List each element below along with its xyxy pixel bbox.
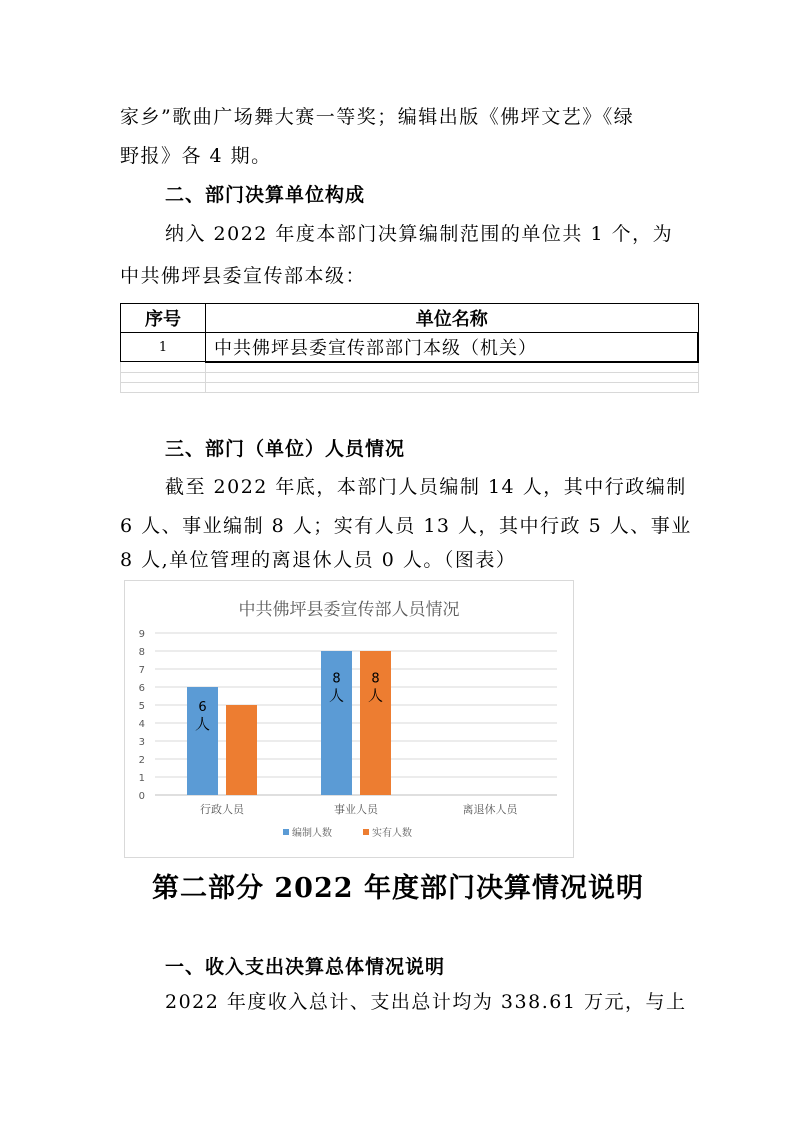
table-row-empty (121, 382, 699, 392)
y-tick-label: 5 (138, 701, 145, 712)
y-tick-label: 9 (138, 629, 145, 640)
y-tick-label: 2 (138, 755, 145, 766)
x-tick-label: 事业人员 (334, 803, 378, 816)
paragraph-line: 6 人、事业编制 8 人；实有人员 13 人，其中行政 5 人、事业 (120, 515, 692, 537)
paragraph-line: 2022 年度收入总计、支出总计均为 338.61 万元，与上 (165, 991, 687, 1013)
chart-title: 中共佛坪县委宣传部人员情况 (238, 600, 460, 620)
table-header-name: 单位名称 (206, 304, 699, 333)
y-tick-label: 4 (138, 719, 145, 730)
bar-chart (124, 580, 574, 858)
legend-swatch (363, 829, 369, 835)
y-tick-label: 8 (138, 647, 145, 658)
y-tick-label: 3 (138, 737, 145, 748)
table-row-empty (121, 362, 699, 373)
legend-label: 编制人数 (292, 828, 332, 839)
paragraph-line: 家乡”歌曲广场舞大赛一等奖；编辑出版《佛坪文艺》《绿 (120, 106, 635, 128)
part-title: 第二部分 2022 年度部门决算情况说明 (152, 873, 644, 904)
section-heading: 三、部门（单位）人员情况 (165, 438, 406, 460)
paragraph-line: 纳入 2022 年度本部门决算编制范围的单位共 1 个，为 (165, 223, 674, 245)
legend-swatch (283, 829, 289, 835)
y-tick-label: 7 (138, 665, 145, 676)
y-tick-label: 0 (138, 791, 145, 802)
paragraph-line: 8 人,单位管理的离退休人员 0 人。（图表） (120, 549, 517, 571)
y-tick-label: 1 (138, 773, 145, 784)
data-label: 6 (198, 699, 207, 715)
data-label: 8 (332, 671, 341, 687)
data-label: 8 (371, 671, 380, 687)
chart-canvas (125, 581, 573, 857)
data-label: 人 (194, 714, 211, 733)
section-heading: 一、收入支出决算总体情况说明 (165, 956, 446, 978)
paragraph-line: 中共佛坪县委宣传部本级： (120, 265, 367, 287)
table-cell-name: 中共佛坪县委宣传部部门本级（机关） (206, 333, 699, 362)
table-row-empty (121, 372, 699, 382)
y-tick-label: 6 (138, 683, 145, 694)
section-heading: 二、部门决算单位构成 (165, 184, 366, 206)
x-tick-label: 离退休人员 (462, 803, 518, 816)
paragraph-line: 截至 2022 年底，本部门人员编制 14 人，其中行政编制 (165, 476, 687, 498)
table-cell-num: 1 (121, 333, 206, 362)
data-label: 人 (328, 686, 345, 705)
x-tick-label: 行政人员 (200, 803, 244, 816)
paragraph-line: 野报》各 4 期。 (120, 145, 272, 167)
bar-实有人数-行政人员 (226, 705, 257, 795)
legend-label: 实有人数 (372, 828, 412, 839)
table-header-num: 序号 (121, 304, 206, 333)
unit-table (120, 303, 699, 393)
table-row (121, 333, 699, 362)
data-label: 人 (367, 686, 384, 705)
